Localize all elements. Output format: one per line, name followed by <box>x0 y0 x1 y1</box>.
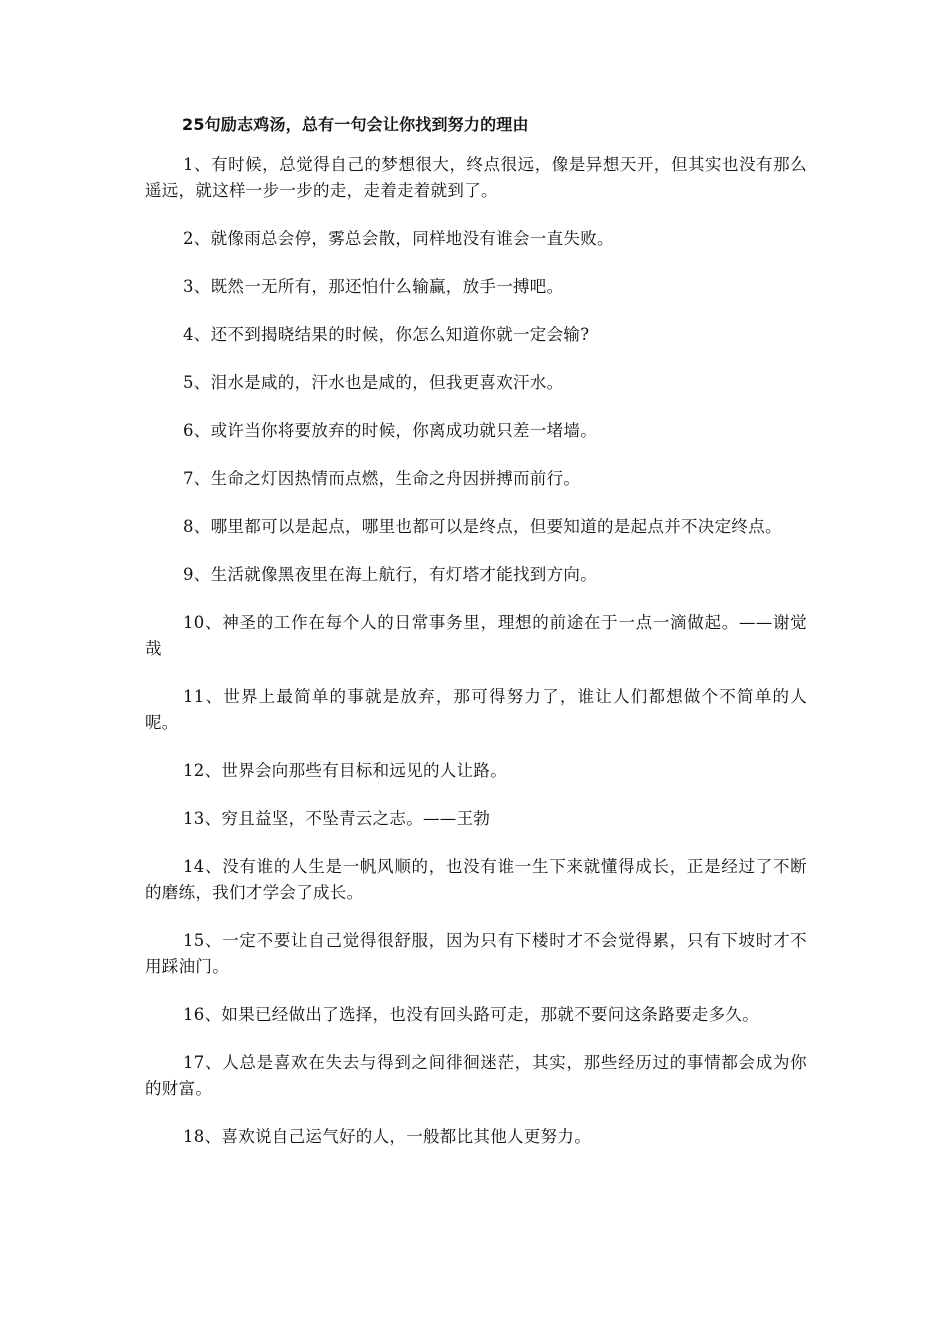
document-title: 25句励志鸡汤，总有一句会让你找到努力的理由 <box>182 115 529 134</box>
paragraph-6: 6、或许当你将要放弃的时候，你离成功就只差一堵墙。 <box>183 421 597 440</box>
paragraph-13: 13、穷且益坚，不坠青云之志。——王勃 <box>183 809 491 828</box>
paragraph-1: 1、有时候，总觉得自己的梦想很大，终点很远，像是异想天开，但其实也没有那么遥远，就这样一步一步的走，走着走着就到了。 <box>145 155 807 200</box>
paragraph-18: 18、喜欢说自己运气好的人，一般都比其他人更努力。 <box>183 1127 591 1146</box>
paragraph-2: 2、就像雨总会停，雾总会散，同样地没有谁会一直失败。 <box>183 229 614 248</box>
paragraph-11: 11、世界上最简单的事就是放弃，那可得努力了，谁让人们都想做个不简单的人呢。 <box>145 687 807 732</box>
paragraph-7: 7、生命之灯因热情而点燃，生命之舟因拼搏而前行。 <box>183 469 581 488</box>
paragraph-12: 12、世界会向那些有目标和远见的人让路。 <box>183 761 507 780</box>
document-body <box>145 112 807 1172</box>
paragraph-4: 4、还不到揭晓结果的时候，你怎么知道你就一定会输? <box>183 325 590 344</box>
paragraph-8: 8、哪里都可以是起点，哪里也都可以是终点，但要知道的是起点并不决定终点。 <box>183 517 782 536</box>
paragraph-17: 17、人总是喜欢在失去与得到之间徘徊迷茫，其实，那些经历过的事情都会成为你的财富。 <box>145 1053 807 1098</box>
paragraph-3: 3、既然一无所有，那还怕什么输赢，放手一搏吧。 <box>183 277 564 296</box>
paragraph-14: 14、没有谁的人生是一帆风顺的，也没有谁一生下来就懂得成长，正是经过了不断的磨练，我们才学会了成长。 <box>145 857 807 902</box>
paragraph-9: 9、生活就像黑夜里在海上航行，有灯塔才能找到方向。 <box>183 565 597 584</box>
paragraph-15: 15、一定不要让自己觉得很舒服，因为只有下楼时才不会觉得累，只有下坡时才不用踩油门。 <box>145 931 807 976</box>
paragraph-10: 10、神圣的工作在每个人的日常事务里，理想的前途在于一点一滴做起。——谢觉哉 <box>145 613 807 658</box>
paragraph-16: 16、如果已经做出了选择，也没有回头路可走，那就不要问这条路要走多久。 <box>183 1005 759 1024</box>
paragraph-5: 5、泪水是咸的，汗水也是咸的，但我更喜欢汗水。 <box>183 373 564 392</box>
